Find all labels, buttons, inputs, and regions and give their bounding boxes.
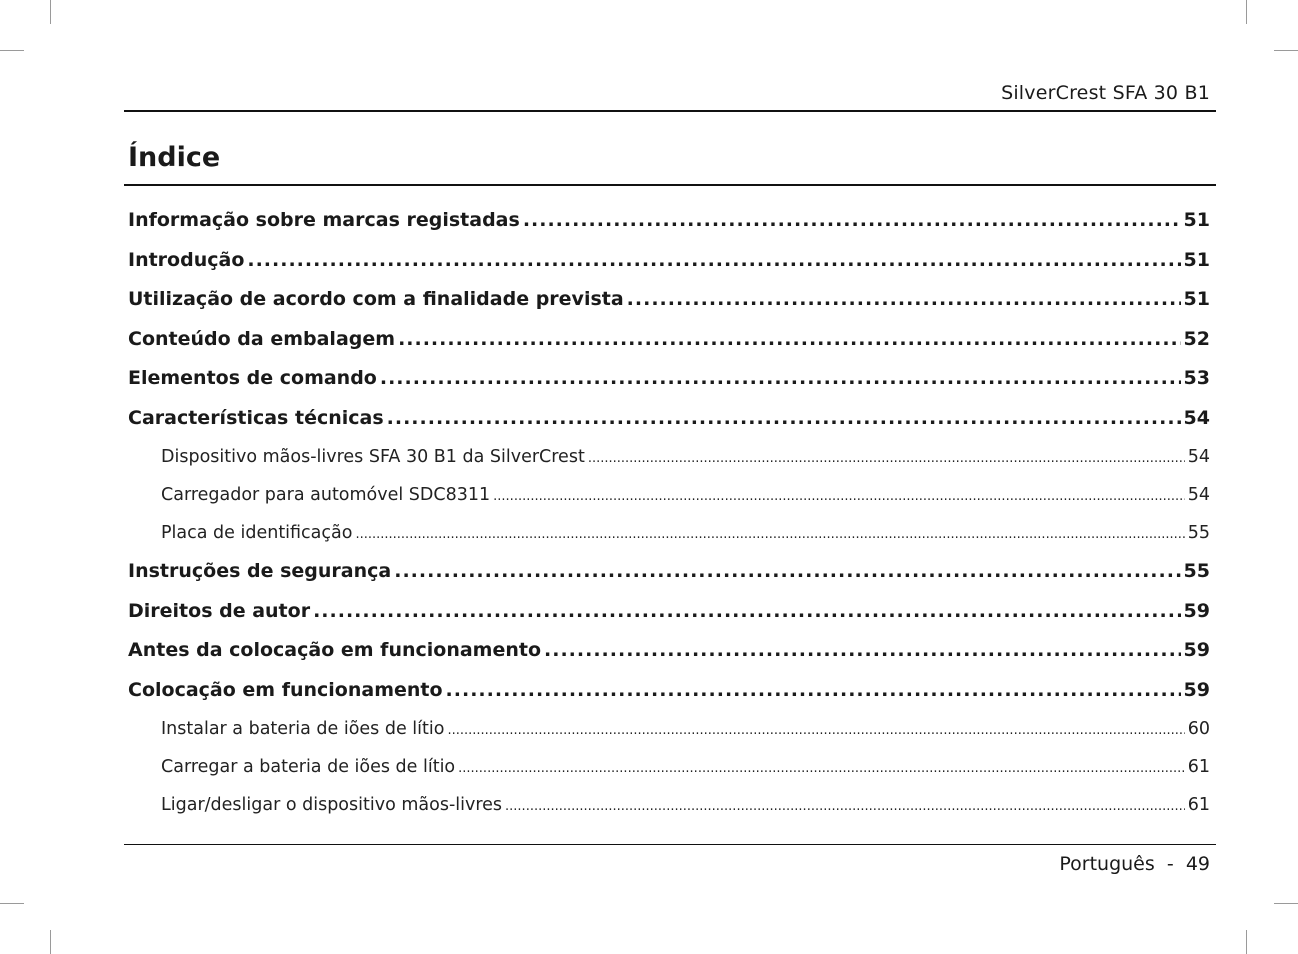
toc-entry[interactable]	[128, 671, 1210, 711]
toc-leader-dots	[355, 516, 1184, 552]
toc-leader-dots	[247, 241, 1180, 281]
toc-leader-dots	[387, 399, 1181, 439]
running-header: SilverCrest SFA 30 B1	[1001, 82, 1210, 104]
toc-entry-label: Elementos de comando	[128, 367, 377, 389]
footer-page-number: 49	[1185, 853, 1210, 875]
toc-entry[interactable]	[128, 476, 1210, 514]
footer-separator: -	[1166, 853, 1174, 875]
toc-entry[interactable]	[128, 438, 1210, 476]
toc-entry-page: 54	[1183, 406, 1210, 429]
crop-mark	[1274, 50, 1298, 51]
header-rule	[124, 110, 1216, 112]
toc-entry[interactable]	[128, 786, 1210, 824]
toc-entry-page: 52	[1183, 327, 1210, 350]
toc-leader-dots	[398, 320, 1180, 360]
toc-entry-label: Dispositivo mãos-livres SFA 30 B1 da SilverCrest	[161, 447, 585, 467]
crop-mark	[1246, 930, 1247, 954]
toc-leader-dots	[523, 201, 1181, 241]
toc-entry-page: 51	[1183, 248, 1210, 271]
toc-entry[interactable]	[128, 552, 1210, 592]
toc-leader-dots	[394, 552, 1180, 592]
table-of-contents	[128, 201, 1210, 824]
toc-entry-page: 55	[1183, 560, 1210, 582]
toc-entry-label: Placa de identificação	[161, 523, 353, 543]
page-title: Índice	[128, 142, 221, 173]
toc-leader-dots	[458, 750, 1185, 786]
toc-leader-dots	[544, 631, 1181, 671]
toc-entry-label: Direitos de autor	[128, 599, 311, 622]
toc-entry-label: Carregar a bateria de iões de lítio	[161, 757, 456, 777]
toc-entry-label: Colocação em funcionamento	[128, 678, 443, 701]
toc-entry-label: Utilização de acordo com a finalidade prevista	[128, 288, 624, 310]
crop-mark	[0, 903, 24, 904]
toc-entry-label: Informação sobre marcas registadas	[128, 209, 520, 231]
toc-entry-label: Instruções de segurança	[128, 560, 392, 582]
toc-entry-page: 61	[1187, 757, 1210, 777]
toc-entry[interactable]	[128, 280, 1210, 320]
toc-entry[interactable]	[128, 710, 1210, 748]
toc-entry-label: Carregador para automóvel SDC8311	[161, 485, 491, 505]
crop-mark	[50, 0, 51, 24]
page-footer	[1059, 853, 1210, 875]
toc-entry-label: Conteúdo da embalagem	[128, 327, 396, 350]
footer-rule	[124, 844, 1216, 845]
toc-entry[interactable]	[128, 359, 1210, 399]
toc-entry-page: 51	[1183, 288, 1210, 310]
toc-leader-dots	[446, 671, 1181, 711]
toc-entry-label: Introdução	[128, 248, 245, 271]
crop-mark	[0, 50, 24, 51]
toc-entry-page: 59	[1183, 678, 1210, 701]
toc-entry-page: 61	[1187, 795, 1210, 815]
toc-entry-page: 60	[1187, 719, 1210, 739]
toc-leader-dots	[493, 478, 1185, 514]
toc-leader-dots	[380, 359, 1181, 399]
toc-entry[interactable]	[128, 399, 1210, 439]
toc-entry-page: 54	[1187, 447, 1210, 467]
toc-entry[interactable]	[128, 748, 1210, 786]
toc-entry[interactable]	[128, 241, 1210, 281]
crop-mark	[50, 930, 51, 954]
toc-entry-label: Antes da colocação em funcionamento	[128, 639, 542, 661]
toc-entry-page: 59	[1183, 639, 1210, 661]
toc-entry[interactable]	[128, 320, 1210, 360]
toc-entry-label: Características técnicas	[128, 406, 384, 429]
toc-entry-page: 59	[1183, 599, 1210, 622]
toc-leader-dots	[447, 712, 1184, 748]
toc-entry-page: 55	[1187, 523, 1210, 543]
toc-entry-page: 51	[1183, 209, 1210, 231]
toc-leader-dots	[627, 280, 1181, 320]
toc-entry-page: 54	[1187, 485, 1210, 505]
footer-language: Português	[1059, 853, 1155, 875]
crop-mark	[1274, 903, 1298, 904]
toc-leader-dots	[313, 592, 1180, 632]
toc-leader-dots	[588, 440, 1185, 476]
toc-entry[interactable]	[128, 514, 1210, 552]
toc-entry[interactable]	[128, 592, 1210, 632]
toc-entry[interactable]	[128, 631, 1210, 671]
toc-entry[interactable]	[128, 201, 1210, 241]
toc-leader-dots	[505, 788, 1185, 824]
toc-entry-page: 53	[1183, 367, 1210, 389]
title-rule	[124, 184, 1216, 186]
toc-entry-label: Instalar a bateria de iões de lítio	[161, 719, 445, 739]
toc-entry-label: Ligar/desligar o dispositivo mãos-livres	[161, 795, 503, 815]
crop-mark	[1246, 0, 1247, 24]
